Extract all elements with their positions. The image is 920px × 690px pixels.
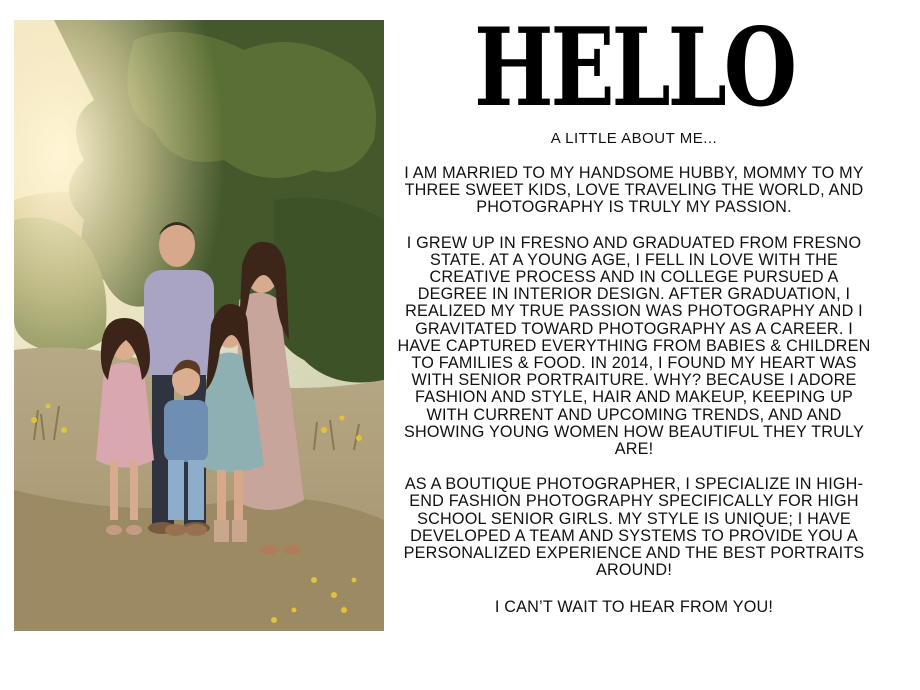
family-photo-illustration (14, 20, 384, 631)
paragraph-intro: I AM MARRIED TO MY HANDSOME HUBBY, MOMMY TO MY THREE SWEET KIDS, LOVE TRAVELING THE WORLD, AND PHOTOGRAPHY IS TRULY MY PASSION. (404, 164, 864, 217)
page-subtitle: A LITTLE ABOUT ME... (550, 130, 718, 147)
family-photo (14, 20, 384, 631)
page-title: HELLO (473, 5, 795, 131)
paragraph-closing: I CAN’T WAIT TO HEAR FROM YOU! (494, 598, 774, 617)
paragraph-background: I GREW UP IN FRESNO AND GRADUATED FROM FRESNO STATE. AT A YOUNG AGE, I FELL IN LOVE WITH THE CREATIVE PROCESS AND IN COLLEGE PURSUED A DEGREE IN INTERIOR DESIGN. AFTER GRADUATION, I REALIZED MY TRUE PASSION WAS PHOTOGRAPHY AND I GRAVITATED TOWARD PHOTOGRAPHY AS A CAREER. I HAVE CAPTURED EVERYTHING FROM BABIES & CHILDREN TO FAMILIES & FOOD. IN 2014, I FOUND MY HEART WAS WITH SENIOR PORTRAITURE. WHY? BECAUSE I ADORE FASHION AND STYLE, HAIR AND MAKEUP, KEEPING UP WITH CURRENT AND UPCOMING TRENDS, AND AND SHOWING YOUNG WOMEN HOW BEAUTIFUL THEY TRULY ARE! (397, 233, 871, 459)
about-section (394, 5, 874, 617)
paragraph-specialty: AS A BOUTIQUE PHOTOGRAPHER, I SPECIALIZE IN HIGH-END FASHION PHOTOGRAPHY SPECIFICALLY FOR HIGH SCHOOL SENIOR GIRLS. MY STYLE IS UNIQUE; I HAVE DEVELOPED A TEAM AND SYSTEMS TO PROVIDE YOU A PERSONALIZED EXPERIENCE AND THE BEST PORTRAITS AROUND! (403, 475, 865, 580)
